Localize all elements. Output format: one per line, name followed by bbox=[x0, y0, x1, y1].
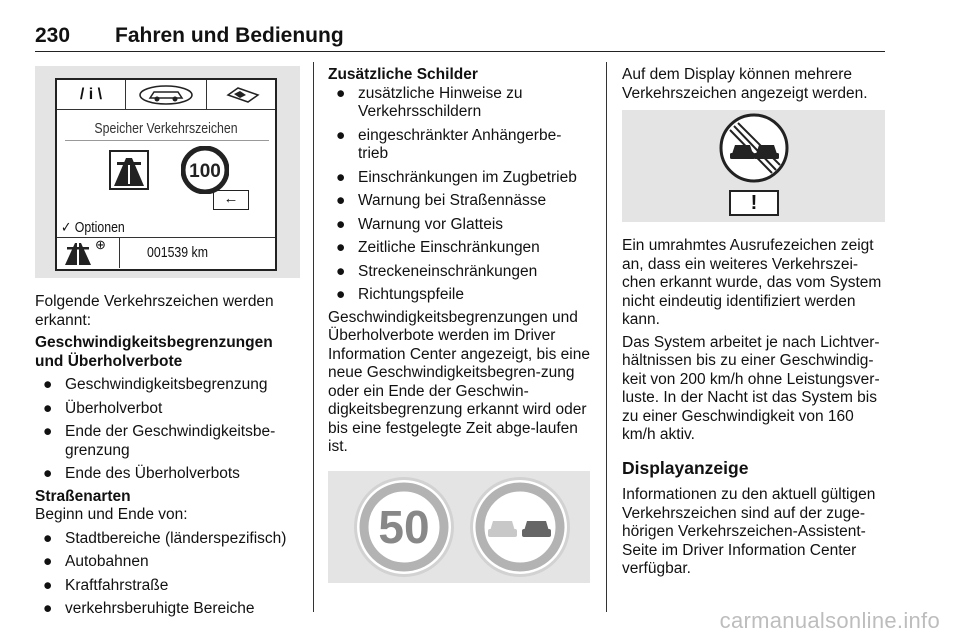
list-item: ● Stadtbereiche (länderspezifisch) bbox=[43, 529, 287, 547]
watermark: carmanualsonline.info bbox=[719, 608, 940, 633]
speed-range-paragraph: Das System arbeitet je nach Lichtver-hältnissen bis zu einer Geschwindig-keit von 200 km/h ohne Leistungsver-luste. In der Nacht ist das System bis zu einer Geschwindigkeit von 160 km/h aktiv. bbox=[622, 333, 880, 443]
display-tabs bbox=[57, 80, 275, 110]
list-item: ● eingeschränkter Anhängerbe-trieb bbox=[336, 126, 562, 162]
motorway-sign-icon bbox=[109, 150, 149, 190]
list-item: ● Kraftfahrstraße bbox=[43, 576, 169, 594]
column-1 bbox=[35, 66, 300, 619]
list-item: ● Geschwindigkeitsbegrenzung bbox=[43, 376, 268, 393]
speed-limit-value: 100 bbox=[189, 161, 221, 182]
speed-limit-50-icon bbox=[352, 475, 456, 579]
list-item: ● Ende des Überholverbots bbox=[43, 465, 240, 482]
check-circle-icon: ✓ bbox=[61, 220, 72, 236]
status-divider bbox=[119, 238, 120, 268]
section2-intro: Beginn und Ende von: bbox=[35, 506, 188, 523]
column-3 bbox=[622, 66, 887, 579]
signs-figure bbox=[328, 471, 590, 583]
motorway-small-icon bbox=[63, 240, 93, 266]
car-icon bbox=[138, 84, 194, 106]
additional-signs-heading: Zusätzliche Schilder bbox=[328, 66, 478, 83]
list-item: ● Ende der Geschwindigkeitsbe-grenzung bbox=[43, 423, 276, 459]
list-item: ● Einschränkungen im Zugbetrieb bbox=[336, 168, 577, 186]
display-paragraph: Geschwindigkeitsbegrenzungen und Überholverbote werden im Driver Information Center angezeigt, bis eine neue Geschwindigkeitsbegren-zung oder ein Ende der Geschwin-digkeitsbegrenzung erkannt wird oder bis eine festgelegte Zeit abge-laufen ist. bbox=[328, 308, 590, 455]
multi-sign-paragraph: Auf dem Display können mehrere Verkehrszeichen angezeigt werden. bbox=[622, 66, 868, 102]
list-item: ● Zeitliche Einschränkungen bbox=[336, 239, 540, 256]
list-item: ● Warnung vor Glatteis bbox=[336, 215, 504, 233]
intro-text: Folgende Verkehrszeichen werden erkannt: bbox=[35, 293, 274, 329]
speed-limit-sign-icon bbox=[181, 146, 229, 194]
list-item: ● zusätzliche Hinweise zu Verkehrsschildern bbox=[336, 84, 523, 120]
exclamation-sign-box bbox=[729, 190, 779, 216]
column-divider-2 bbox=[606, 62, 607, 612]
section2-heading: Straßenarten bbox=[35, 487, 131, 505]
tab-flag bbox=[213, 80, 273, 110]
tab-info: / i \ bbox=[79, 86, 103, 103]
tab-car bbox=[125, 80, 207, 110]
display-screen bbox=[55, 78, 277, 271]
page-header bbox=[35, 24, 885, 52]
list-item: ● Streckeneinschränkungen bbox=[336, 262, 538, 280]
end-restriction-figure bbox=[622, 110, 885, 222]
section1-heading: Geschwindigkeitsbegrenzungen und Überholverbote bbox=[35, 334, 273, 370]
screen-separator bbox=[65, 140, 269, 141]
page-number: 230 bbox=[35, 24, 71, 47]
column-2 bbox=[328, 66, 590, 583]
column-divider-1 bbox=[313, 62, 314, 612]
section2-list bbox=[35, 530, 300, 619]
screen-title: Speicher Verkehrszeichen bbox=[94, 121, 238, 137]
plus-icon: ⊕ bbox=[95, 237, 106, 252]
unidentified-sign-paragraph: Ein umrahmtes Ausrufezeichen zeigt an, dass ein weiteres Verkehrszei-chen erkannt wurde, das vom System nicht eindeutig identifiziert werden kann. bbox=[622, 237, 882, 328]
list-item: ● Überholverbot bbox=[43, 399, 163, 417]
display-figure bbox=[35, 66, 300, 278]
display-status-bar bbox=[57, 237, 275, 269]
page-title: Fahren und Bedienung bbox=[115, 24, 344, 47]
exclamation-icon: ! bbox=[750, 192, 758, 214]
speed-50-value: 50 bbox=[378, 500, 430, 553]
list-item: ● Richtungspfeile bbox=[336, 286, 464, 303]
list-item: ● Warnung bei Straßennässe bbox=[336, 192, 547, 209]
additional-signs-list bbox=[328, 85, 590, 305]
flag-icon bbox=[226, 86, 260, 104]
no-overtaking-icon bbox=[468, 475, 572, 579]
display-info-paragraph: Informationen zu den aktuell gültigen Verkehrszeichen sind auf der zuge-hörigen Verkehrszeichen-Assistent-Seite im Driver Information Center verfügbar. bbox=[622, 486, 876, 577]
display-heading: Displayanzeige bbox=[622, 457, 749, 478]
end-of-no-overtaking-icon bbox=[718, 112, 790, 184]
odometer: 001539 km bbox=[147, 245, 208, 261]
list-item: ● verkehrsberuhigte Bereiche bbox=[43, 600, 255, 617]
section1-list bbox=[35, 376, 300, 484]
options-label: ✓ Optionen bbox=[61, 220, 125, 236]
back-button: ← bbox=[213, 190, 249, 210]
list-item: ● Autobahnen bbox=[43, 553, 149, 570]
